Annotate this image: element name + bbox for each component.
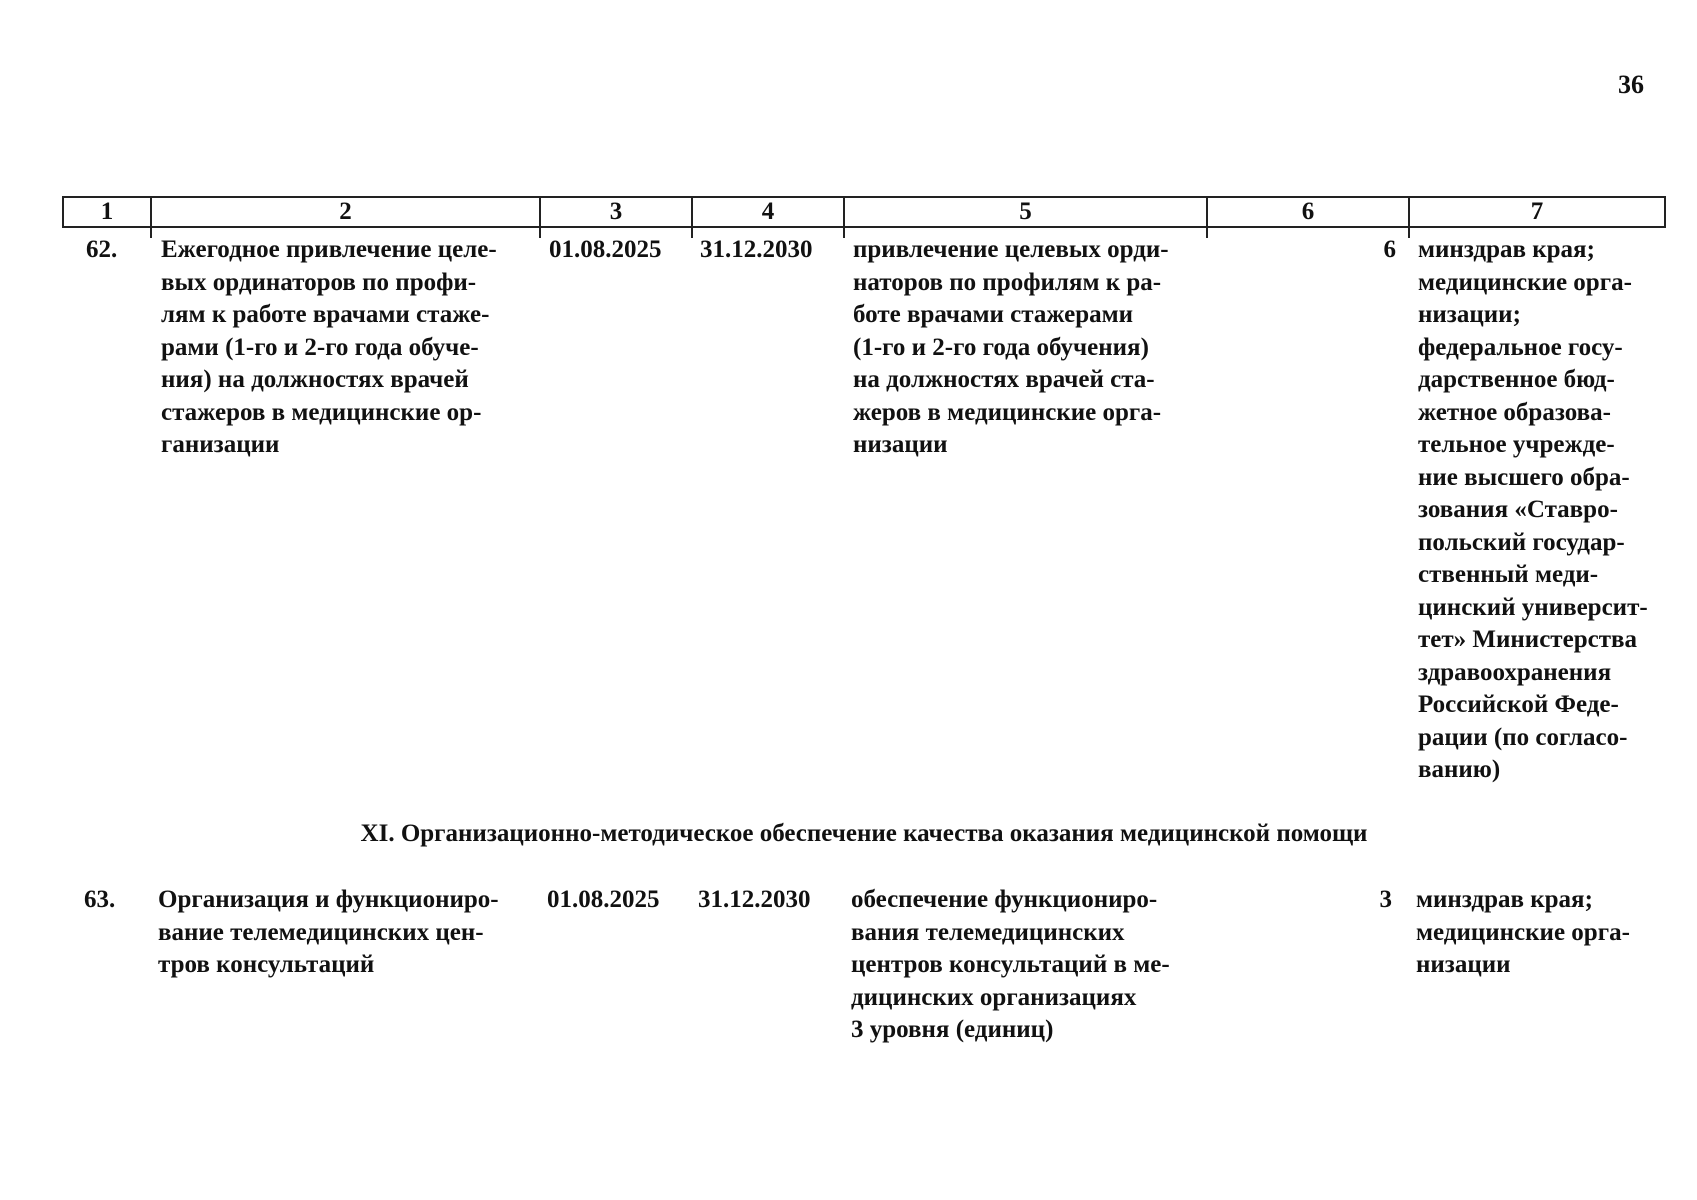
responsible-executors: минздрав края; медицинские орга- низации xyxy=(1416,886,1630,978)
indicator-value: 3 xyxy=(1379,886,1392,913)
indicator-value: 6 xyxy=(1383,236,1396,263)
header-col-5: 5 xyxy=(843,196,1206,228)
header-col-4: 4 xyxy=(691,196,843,228)
start-date: 01.08.2025 xyxy=(547,886,660,913)
measure-title: Организация и функциониро- вание телемедицинских цен- тров консультаций xyxy=(158,886,499,978)
header-col-2: 2 xyxy=(150,196,539,228)
column-divider xyxy=(539,226,541,238)
indicator-text: обеспечение функциониро- вания телемедицинских центров консультаций в ме- дицинских организациях 3 уровня (единиц) xyxy=(851,886,1170,1043)
column-divider xyxy=(1206,226,1208,238)
measure-title: Ежегодное привлечение целе- вых ординаторов по профи- лям к работе врачами стаже- рами (1-го и 2-го года обуче- ния) на должностях врачей стажеров в медицинские ор- ганизации xyxy=(161,236,497,458)
header-col-1: 1 xyxy=(62,196,150,228)
column-divider xyxy=(843,226,845,238)
column-divider xyxy=(691,226,693,238)
section-title: XI. Организационно-методическое обеспечение качества оказания медицинской помощи xyxy=(360,820,1368,847)
header-col-3: 3 xyxy=(539,196,691,228)
row-number: 62. xyxy=(86,236,118,263)
end-date: 31.12.2030 xyxy=(700,236,813,263)
page-number: 36 xyxy=(1618,70,1644,99)
end-date: 31.12.2030 xyxy=(698,886,811,913)
header-col-7: 7 xyxy=(1408,196,1666,228)
start-date: 01.08.2025 xyxy=(549,236,662,263)
row-number: 63. xyxy=(84,886,116,913)
header-col-6: 6 xyxy=(1206,196,1408,228)
responsible-executors: минздрав края; медицинские орга- низации; федеральное госу- дарственное бюд- жетное образова- тельное учрежде- ние высшего обра- зования «Ставро- польский государ- ственный меди- цинский университ- тет» Министерства здравоохранения Российской Феде- рации (по согласо- ванию) xyxy=(1418,236,1648,783)
column-divider xyxy=(150,226,152,238)
column-divider xyxy=(1408,226,1410,238)
indicator-text: привлечение целевых орди- наторов по профилям к ра- боте врачами стажерами (1-го и 2-го года обучения) на должностях врачей ста- жеров в медицинские орга- низации xyxy=(853,236,1169,458)
